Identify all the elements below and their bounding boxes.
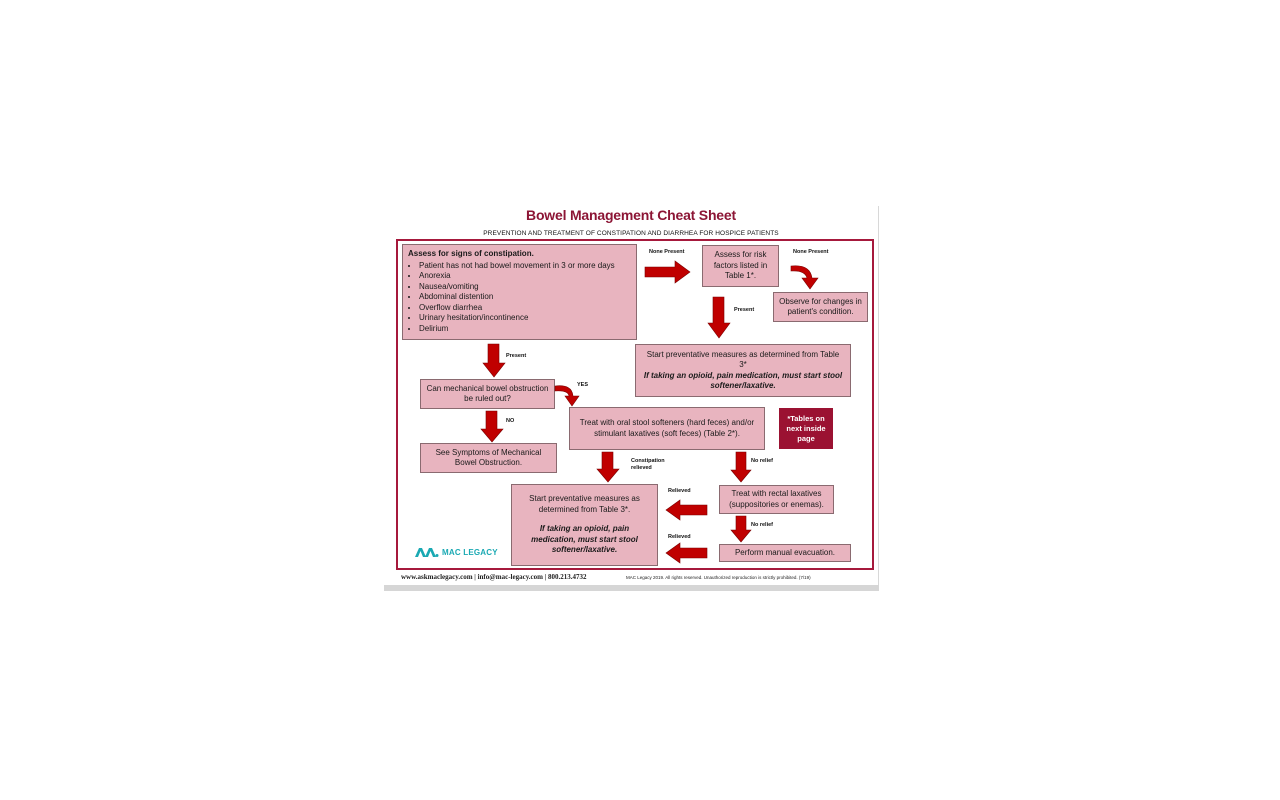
label-relieved: Relieved bbox=[668, 488, 691, 494]
arrow-down-icon bbox=[731, 516, 751, 543]
curved-arrow-down-icon bbox=[790, 262, 820, 290]
label-no-relief: No relief bbox=[751, 458, 774, 464]
label-relieved: Relieved bbox=[668, 534, 691, 540]
footer-copyright: MAC Legacy 2019. All rights reserved. Unauthorized reproduction is strictly prohibited. (7/19) bbox=[626, 575, 811, 580]
observe-text: Observe for changes in patient's condition. bbox=[779, 296, 862, 316]
mechanical-symptoms-text: See Symptoms of Mechanical Bowel Obstruction. bbox=[435, 447, 542, 467]
arrow-down-icon bbox=[481, 411, 503, 443]
mechanical-symptoms-box bbox=[420, 443, 557, 473]
tables-note: *Tables on next inside page bbox=[779, 408, 833, 449]
list-item: • Urinary hesitation/incontinence bbox=[419, 313, 631, 324]
label-yes: YES bbox=[577, 382, 589, 388]
preventative-text-2: Start preventative measures as determined from Table 3*. bbox=[529, 494, 640, 514]
label-constipation-relieved: Constipation relieved bbox=[631, 458, 665, 471]
page-title: Bowel Management Cheat Sheet bbox=[526, 207, 736, 223]
label-none-present: None Present bbox=[793, 249, 829, 255]
page-subtitle: PREVENTION AND TREATMENT OF CONSTIPATION AND DIARRHEA FOR HOSPICE PATIENTS bbox=[483, 230, 779, 237]
arrow-right-icon bbox=[645, 261, 691, 283]
label-none-present: None Present bbox=[649, 249, 685, 255]
preventative-measures-box-2 bbox=[511, 484, 658, 566]
list-item: • Abdominal distention bbox=[419, 292, 631, 303]
mechanical-obstruction-box bbox=[420, 379, 555, 409]
arrow-down-icon bbox=[597, 452, 619, 483]
preventative-measures-box bbox=[635, 344, 851, 397]
assess-heading: Assess for signs of constipation. bbox=[408, 249, 534, 258]
list-item: • Delirium bbox=[419, 324, 631, 335]
arrow-left-icon bbox=[666, 500, 708, 520]
document-shadow-right bbox=[878, 206, 879, 591]
opioid-warning-text: If taking an opioid, pain medication, must start stool softener/laxative. bbox=[643, 370, 843, 390]
arrow-down-icon bbox=[708, 297, 730, 339]
document-shadow-bottom bbox=[384, 585, 879, 591]
manual-evacuation-box bbox=[719, 544, 851, 562]
logo-text: MAC LEGACY bbox=[442, 547, 498, 557]
manual-evacuation-text: Perform manual evacuation. bbox=[734, 547, 836, 557]
risk-factors-text: Assess for risk factors listed in Table 1*. bbox=[713, 250, 768, 281]
oral-softeners-text: Treat with oral stool softeners (hard feces) and/or stimulant laxatives (soft feces) (Table 2*). bbox=[579, 418, 755, 438]
opioid-warning-text-2: If taking an opioid, pain medication, must start stool softener/laxative. bbox=[531, 524, 638, 555]
mechanical-obstruction-text: Can mechanical bowel obstruction be ruled out? bbox=[426, 383, 549, 403]
assess-list bbox=[408, 261, 631, 335]
list-item: • Nausea/vomiting bbox=[419, 282, 631, 293]
assess-constipation-box bbox=[402, 244, 637, 340]
oral-softeners-box bbox=[569, 407, 765, 450]
label-present: Present bbox=[734, 307, 755, 313]
label-no-relief: No relief bbox=[751, 522, 774, 528]
rectal-laxatives-box bbox=[719, 485, 834, 514]
mac-legacy-logo-icon bbox=[415, 547, 439, 557]
mac-legacy-logo bbox=[415, 545, 498, 559]
arrow-down-icon bbox=[731, 452, 751, 483]
footer-contact: www.askmaclegacy.com | info@mac-legacy.com | 800.213.4732 bbox=[401, 573, 587, 581]
label-no: NO bbox=[506, 418, 515, 424]
preventative-text: Start preventative measures as determined from Table 3* bbox=[646, 349, 840, 369]
list-item: • Anorexia bbox=[419, 271, 631, 282]
list-item: • Patient has not had bowel movement in 3 or more days bbox=[419, 261, 631, 272]
rectal-laxatives-text: Treat with rectal laxatives (suppositories or enemas). bbox=[729, 489, 824, 509]
arrow-down-icon bbox=[483, 344, 505, 378]
list-item: • Overflow diarrhea bbox=[419, 303, 631, 314]
observe-box bbox=[773, 292, 868, 322]
arrow-left-icon bbox=[666, 543, 708, 563]
risk-factors-box bbox=[702, 245, 779, 287]
label-present: Present bbox=[506, 353, 527, 359]
